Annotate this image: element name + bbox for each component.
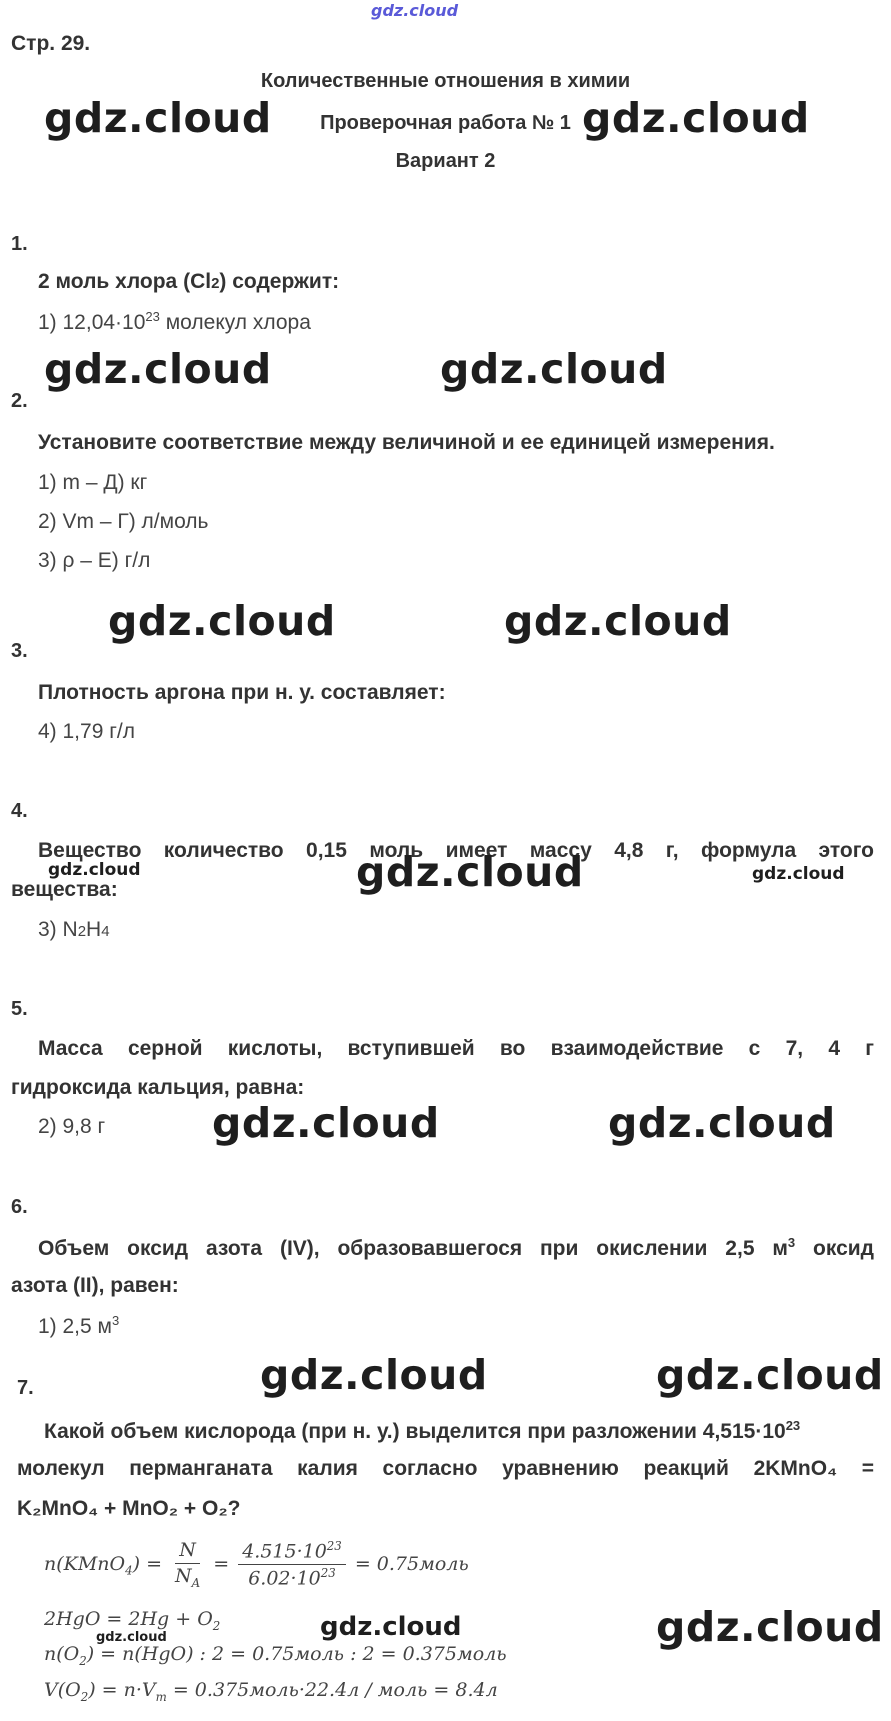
watermark: gdz.cloud [582, 94, 810, 142]
watermark: gdz.cloud [656, 1351, 884, 1399]
question-1-text: 2 моль хлора (Cl2) содержит: [38, 270, 340, 293]
formula-reaction: $2HgO = 2Hg + O_2$ [44, 1608, 221, 1633]
watermark: gdz.cloud [608, 1099, 836, 1147]
question-7-text-line1: Какой объем кислорода (при н. у.) выделится при разложении $4,515\cdot 10^{23}$ [44, 1418, 801, 1443]
formula-amount-o2: $n(O_2) = n(HgO)$ : 2 = 0.75моль : 2 = 0.375моль [44, 1643, 507, 1668]
question-4-answer: 3) N2H4 [38, 918, 110, 941]
watermark: gdz.cloud [44, 345, 272, 393]
watermark-tiny: gdz.cloud [96, 1630, 167, 1645]
question-5-text-line1: Масса серной кислоты, вступившей во взаимодействие с 7, 4 г [38, 1037, 874, 1060]
question-2-answer-1: 1) m – Д) кг [38, 471, 148, 494]
fraction-numbers: $\frac{4.515\cdot 10^{23}}{6.02\cdot 10^{23}}$ [238, 1540, 346, 1589]
variant-title: Вариант 2 [395, 150, 496, 172]
question-1-answer: 1) $12,04\cdot 10^{23}$ молекул хлора [38, 309, 311, 334]
question-5-text-line2: гидроксида кальция, равна: [11, 1076, 305, 1099]
page-reference: Стр. 29. [11, 32, 91, 55]
question-6-text-line2: азота (II), равен: [11, 1274, 179, 1297]
question-4-text-line1: Вещество количество 0,15 моль имеет массу 4,8 г, формула этого [38, 839, 874, 862]
question-6-text-line1: Объем оксид азота (IV), образовавшегося при окислении 2,5 $м^3$ оксид [38, 1235, 874, 1260]
question-5-answer: 2) 9,8 г [38, 1115, 106, 1138]
watermark: gdz.cloud [260, 1351, 488, 1399]
question-2-text: Установите соответствие между величиной и ее единицей измерения. [38, 431, 775, 454]
watermark: gdz.cloud [356, 848, 584, 896]
question-5-number: 5. [11, 998, 28, 1020]
formula-volume-o2: $V(O_2) = n\cdot V_m$ = 0.375моль·22.4л / моль = 8.4л [44, 1679, 498, 1704]
watermark-small: gdz.cloud [752, 864, 845, 884]
question-7-text-line2: молекул перманганата калия согласно уравнению реакций 2KMnO₄ = [17, 1457, 874, 1480]
question-2-answer-3: 3) ρ – Е) г/л [38, 549, 151, 572]
question-6-answer: 1) 2,5 $м^3$ [38, 1313, 120, 1338]
watermark: gdz.cloud [656, 1603, 884, 1651]
question-7-text-line3: K₂MnO₄ + MnO₂ + O₂? [17, 1497, 241, 1520]
watermark-medium: gdz.cloud [320, 1612, 462, 1642]
topic-title: Количественные отношения в химии [260, 70, 631, 92]
question-7-number: 7. [17, 1377, 34, 1399]
question-2-number: 2. [11, 390, 28, 412]
watermark: gdz.cloud [212, 1099, 440, 1147]
question-4-text-line2: вещества: [11, 878, 118, 901]
question-1-number: 1. [11, 233, 28, 255]
watermark: gdz.cloud [440, 345, 668, 393]
watermark-top: gdz.cloud [371, 1, 459, 20]
work-title: Проверочная работа № 1 [320, 112, 571, 134]
question-4-number: 4. [11, 800, 28, 822]
question-2-answer-2: 2) Vm – Г) л/моль [38, 510, 209, 533]
watermark: gdz.cloud [108, 597, 336, 645]
question-3-number: 3. [11, 640, 28, 662]
question-3-text: Плотность аргона при н. у. составляет: [38, 681, 446, 704]
watermark: gdz.cloud [504, 597, 732, 645]
fraction-n-na: $\frac{N}{N_A}$ [175, 1539, 201, 1590]
question-3-answer: 4) 1,79 г/л [38, 720, 135, 743]
watermark: gdz.cloud [44, 94, 272, 142]
formula-amount-kmno4: n(KMnO$_4$) = $\frac{N}{N_A}$ = $\frac{4.515\cdot 10^{23}}{6.02\cdot 10^{23}}$ = 0.75моль [44, 1539, 469, 1590]
question-6-number: 6. [11, 1196, 28, 1218]
watermark-small: gdz.cloud [48, 860, 141, 880]
